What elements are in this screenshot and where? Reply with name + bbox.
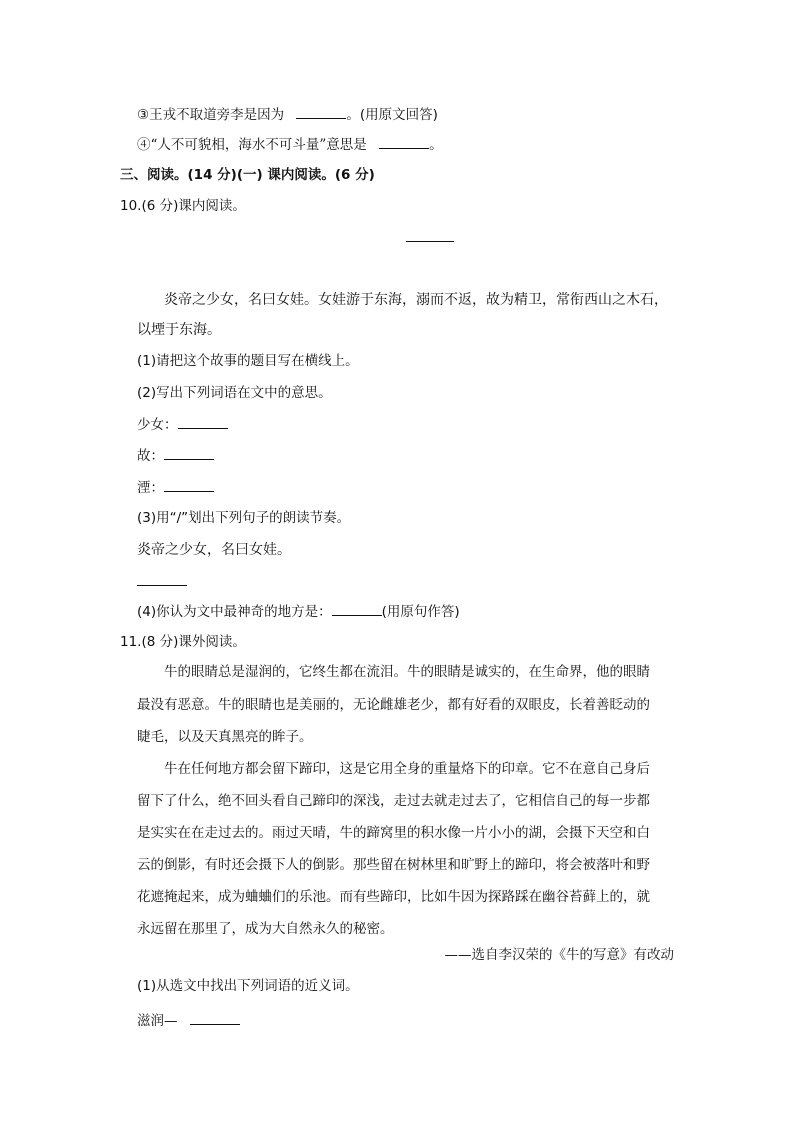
- q11-p2-line3: 是实实在在走过去的。雨过天晴，牛的蹄窝里的积水像一片小小的湖，会摄下天空和白: [137, 825, 650, 841]
- q10-word3: [137, 477, 214, 498]
- q9-item3-tail: 。(用原文回答): [346, 107, 438, 123]
- q11-p1-line2: 最没有恶意。牛的眼睛也是美丽的，无论雌雄老少，都有好看的双眼皮，长着善眨动的: [137, 697, 650, 713]
- q9-item3-blank[interactable]: [296, 104, 346, 119]
- q10-rhythm-blank[interactable]: [137, 585, 187, 586]
- q10-word3-label: 湮：: [137, 480, 164, 496]
- q11-p2-line6: 永远留在那里了，成为大自然永久的秘密。: [137, 921, 394, 937]
- q10-sentence: 炎帝之少女，名曰女娃。: [137, 542, 291, 558]
- q10-sub4-blank[interactable]: [332, 601, 382, 616]
- q10-passage-line2: 以堙于东海。: [137, 322, 221, 338]
- q11-p1-line1: 牛的眼睛总是湿润的，它终生都在流泪。牛的眼睛是诚实的，在生命界，他的眼睛: [164, 664, 650, 680]
- q11-synonym1-blank[interactable]: [190, 1010, 240, 1025]
- q9-item4: [137, 134, 443, 155]
- q10-sub4: [137, 601, 460, 622]
- q10-sub4-tail: (用原句作答): [381, 604, 460, 620]
- q9-item4-text: ④“人不可貌相，海水不可斗量”意思是: [137, 137, 367, 153]
- q10-word2-label: 故：: [137, 448, 164, 464]
- q11-synonym1-label: 滋润—: [137, 1013, 178, 1029]
- q11-synonym1: [137, 1010, 240, 1031]
- q10-sub1: (1)请把这个故事的题目写在横线上。: [137, 353, 359, 369]
- q10-sub2: (2)写出下列词语在文中的意思。: [137, 385, 332, 401]
- q10-title-blank[interactable]: [406, 241, 454, 242]
- q10-word1-label: 少女：: [137, 417, 178, 433]
- q11-header: 11.(8 分)课外阅读。: [120, 634, 246, 650]
- q10-passage-line1: 炎帝之少女，名曰女娃。女娃游于东海，溺而不返，故为精卫，常衔西山之木石，: [164, 292, 668, 308]
- q11-p2-line1: 牛在任何地方都会留下蹄印，这是它用全身的重量烙下的印章。它不在意自己身后: [164, 761, 650, 777]
- q9-item3-text: ③王戎不取道旁李是因为: [137, 107, 285, 123]
- q11-sub1: (1)从选文中找出下列词语的近义词。: [137, 978, 359, 994]
- q10-word1-blank[interactable]: [178, 414, 228, 429]
- q11-p2-line2: 留下了什么，绝不回头看自己蹄印的深浅，走过去就走过去了，它相信自己的每一步都: [137, 793, 650, 809]
- section-3-heading: 三、阅读。(14 分)(一) 课内阅读。(6 分): [120, 167, 375, 183]
- q10-word2: [137, 445, 214, 466]
- q10-sub4-text: (4)你认为文中最神奇的地方是：: [137, 604, 332, 620]
- q9-item3: [137, 104, 438, 125]
- q11-source: ——选自李汉荣的《牛的写意》有改动: [444, 947, 674, 963]
- q11-p1-line3: 睫毛，以及天真黑亮的眸子。: [137, 729, 313, 745]
- q10-word1: [137, 414, 228, 435]
- q9-item4-blank[interactable]: [379, 134, 429, 149]
- q10-word2-blank[interactable]: [164, 445, 214, 460]
- q10-sub3: (3)用“/”划出下列句子的朗读节奏。: [137, 510, 351, 526]
- q10-header: 10.(6 分)课内阅读。: [120, 198, 246, 214]
- q11-p2-line4: 云的倒影，有时还会摄下人的倒影。那些留在树林里和旷野上的蹄印，将会被落叶和野: [137, 857, 650, 873]
- q11-p2-line5: 花遮掩起来，成为蛐蛐们的乐池。而有些蹄印，比如牛因为探路踩在幽谷苔藓上的，就: [137, 889, 650, 905]
- q9-item4-tail: 。: [429, 137, 443, 153]
- q10-word3-blank[interactable]: [164, 477, 214, 492]
